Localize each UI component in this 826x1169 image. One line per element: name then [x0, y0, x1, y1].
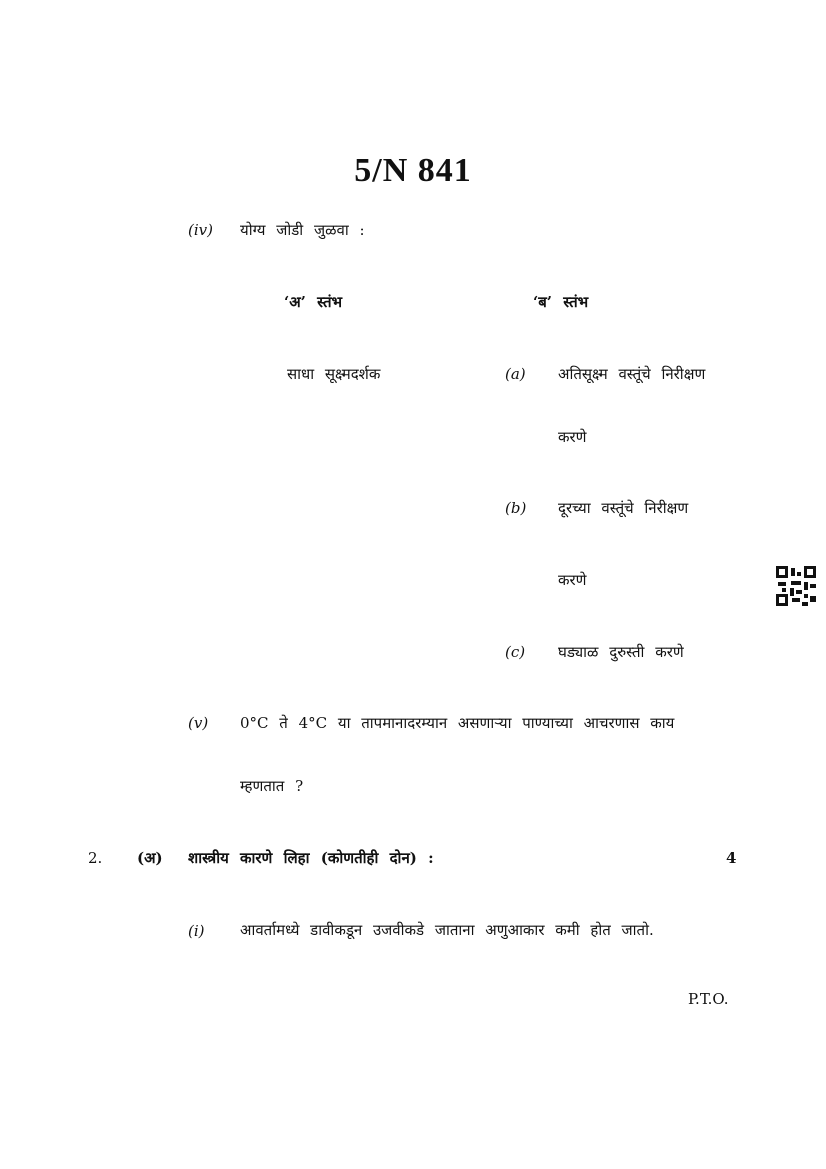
pto-label: P.T.O.: [688, 990, 729, 1008]
question-iv-marker: (iv): [188, 221, 213, 239]
option-a-label: (a): [505, 365, 526, 383]
question-2-heading: शास्त्रीय कारणे लिहा (कोणतीही दोन) :: [188, 849, 434, 867]
question-2-number: 2.: [88, 849, 103, 867]
page-code: 5/N 841: [354, 152, 472, 189]
question-2-i-marker: (i): [188, 922, 205, 940]
option-b-label: (b): [505, 499, 527, 517]
question-v-line1: 0°C ते 4°C या तापमानादरम्यान असणाऱ्या पाण्याच्या आचरणास काय: [240, 714, 675, 732]
option-c-line1: घड्याळ दुरुस्ती करणे: [558, 643, 684, 661]
column-a-item: साधा सूक्ष्मदर्शक: [287, 365, 381, 383]
option-b-line1: दूरच्या वस्तूंचे निरीक्षण: [558, 499, 689, 517]
question-v-marker: (v): [188, 714, 209, 732]
option-a-line2: करणे: [558, 428, 587, 446]
option-c-label: (c): [505, 643, 526, 661]
option-b-line2: करणे: [558, 571, 587, 589]
question-2-i-text: आवर्तामध्ये डावीकडून उजवीकडे जाताना अणुआकार कमी होत जातो.: [240, 921, 654, 939]
option-a-line1: अतिसूक्ष्म वस्तूंचे निरीक्षण: [558, 365, 706, 383]
column-a-heading: ‘अ’ स्तंभ: [284, 293, 343, 311]
column-b-heading: ‘ब’ स्तंभ: [533, 293, 589, 311]
question-2-sub-marker: (अ): [137, 849, 163, 867]
question-2-marks: 4: [726, 849, 737, 867]
question-v-line2: म्हणतात ?: [240, 777, 304, 795]
qr-code-icon: [776, 566, 816, 606]
question-iv-prompt: योग्य जोडी जुळवा :: [240, 221, 365, 239]
